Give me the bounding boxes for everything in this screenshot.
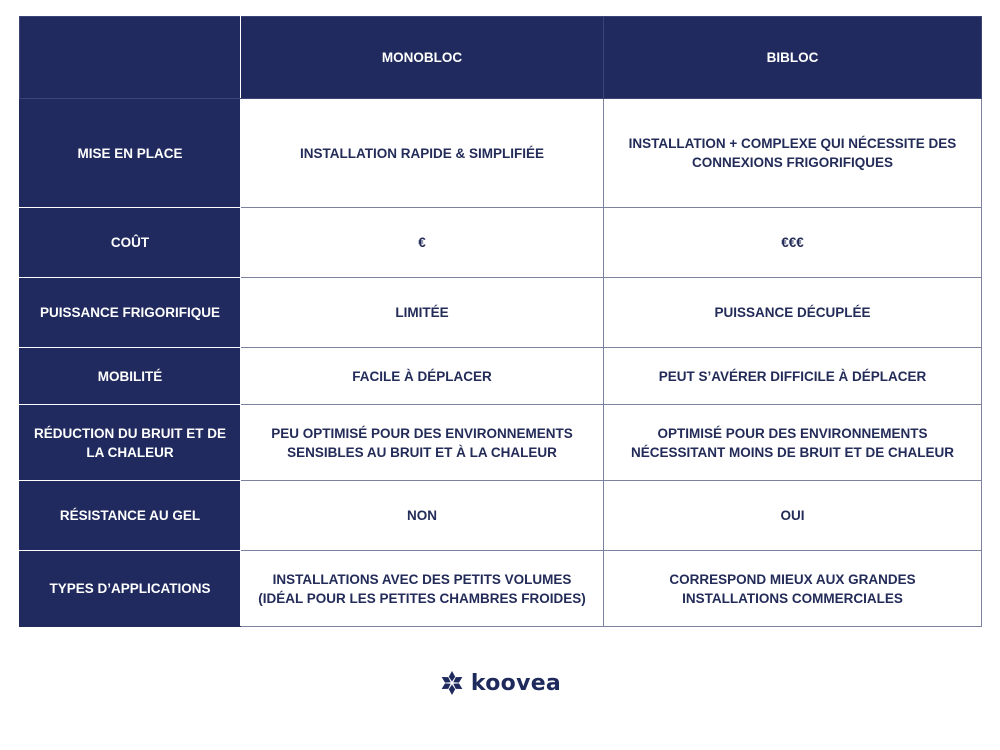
cell-monobloc: INSTALLATIONS AVEC DES PETITS VOLUMES (IDÉAL POUR LES PETITES CHAMBRES FROIDES) [241,551,604,627]
snowflake-logo-icon [439,670,465,696]
cell-bibloc: OPTIMISÉ POUR DES ENVIRONNEMENTS NÉCESSITANT MOINS DE BRUIT ET DE CHALEUR [604,405,982,481]
row-label: RÉDUCTION DU BRUIT ET DE LA CHALEUR [20,405,241,481]
header-monobloc: MONOBLOC [241,17,604,99]
cell-bibloc: PUISSANCE DÉCUPLÉE [604,278,982,348]
koovea-logo [0,665,1000,701]
cell-bibloc: CORRESPOND MIEUX AUX GRANDES INSTALLATIONS COMMERCIALES [604,551,982,627]
comparison-table [19,16,982,627]
header-row [20,17,982,99]
cell-bibloc: INSTALLATION + COMPLEXE QUI NÉCESSITE DES CONNEXIONS FRIGORIFIQUES [604,99,982,208]
row-label: MISE EN PLACE [20,99,241,208]
table-row [20,481,982,551]
table-row [20,551,982,627]
row-label: TYPES D’APPLICATIONS [20,551,241,627]
cell-monobloc: LIMITÉE [241,278,604,348]
header-corner [20,17,241,99]
comparison-table-wrapper [19,16,981,627]
cell-monobloc: FACILE À DÉPLACER [241,348,604,405]
table-row [20,405,982,481]
logo-wordmark: koovea [470,670,562,696]
row-label: PUISSANCE FRIGORIFIQUE [20,278,241,348]
cell-bibloc: PEUT S’AVÉRER DIFFICILE À DÉPLACER [604,348,982,405]
table-row [20,348,982,405]
cell-monobloc: € [241,208,604,278]
cell-monobloc: INSTALLATION RAPIDE & SIMPLIFIÉE [241,99,604,208]
row-label: MOBILITÉ [20,348,241,405]
cell-bibloc: €€€ [604,208,982,278]
header-bibloc: BIBLOC [604,17,982,99]
table-row [20,278,982,348]
cell-monobloc: NON [241,481,604,551]
table-row [20,208,982,278]
table-row [20,99,982,208]
cell-bibloc: OUI [604,481,982,551]
row-label: RÉSISTANCE AU GEL [20,481,241,551]
cell-monobloc: PEU OPTIMISÉ POUR DES ENVIRONNEMENTS SENSIBLES AU BRUIT ET À LA CHALEUR [241,405,604,481]
row-label: COÛT [20,208,241,278]
